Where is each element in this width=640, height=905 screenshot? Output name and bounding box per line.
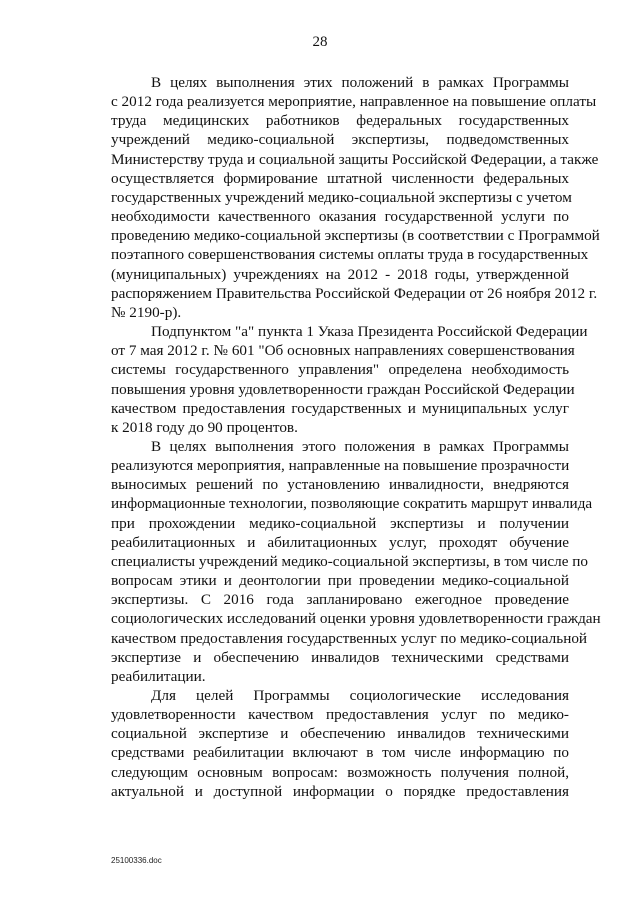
text-line: удовлетворенности качеством предоставления услуг по медико- [111, 706, 569, 724]
text-line: Министерству труда и социальной защиты Российской Федерации, а также [111, 150, 599, 168]
text-line: повышения уровня удовлетворенности граждан Российской Федерации [111, 380, 575, 398]
text-line: с 2012 года реализуется мероприятие, направленное на повышение оплаты [111, 93, 597, 111]
text-line: В целях выполнения этого положения в рамках Программы [151, 437, 569, 455]
text-line: реабилитации. [111, 667, 206, 685]
text-line: учреждений медико-социальной экспертизы, подведомственных [111, 131, 569, 149]
text-line: качеством предоставления государственных услуг по медико-социальной [111, 629, 588, 647]
page-number: 28 [312, 34, 328, 50]
text-line: поэтапного совершенствования системы оплаты труда в государственных [111, 246, 589, 264]
footer-file-name: 25100336.doc [111, 856, 162, 865]
text-line: проведению медико-социальной экспертизы (в соответствии с Программой [111, 227, 600, 245]
text-line: выносимых решений по установлению инвалидности, внедряются [111, 476, 569, 494]
text-line: следующим основным вопросам: возможность получения полной, [111, 763, 569, 781]
text-line: социальной экспертизе и обеспечению инвалидов техническими [111, 725, 569, 743]
text-line: реализуются мероприятия, направленные на повышение прозрачности [111, 457, 570, 475]
text-line: осуществляется формирование штатной численности федеральных [111, 169, 569, 187]
paragraph-4 [111, 686, 569, 801]
text-line: Для целей Программы социологические исследования [151, 687, 569, 704]
text-line: распоряжением Правительства Российской Федерации от 26 ноября 2012 г. [111, 284, 598, 302]
text-line: при прохождении медико-социальной экспертизы и получении [111, 514, 569, 532]
text-line: актуальной и доступной информации о порядке предоставления [111, 782, 569, 800]
paragraph-2 [111, 322, 588, 437]
text-line: № 2190-р). [111, 303, 182, 321]
text-line: экспертизы. С 2016 года запланировано ежегодное проведение [111, 591, 569, 609]
text-line: информационные технологии, позволяющие сократить маршрут инвалида [111, 495, 593, 513]
text-line: необходимости качественного оказания государственной услуги по [111, 208, 569, 226]
text-line: от 7 мая 2012 г. № 601 "Об основных направлениях совершенствования [111, 342, 575, 360]
text-line: качеством предоставления государственных и муниципальных услуг [111, 399, 569, 417]
text-line: к 2018 году до 90 процентов. [111, 418, 298, 436]
document-body [111, 73, 601, 801]
paragraph-1 [111, 73, 600, 322]
text-line: средствами реабилитации включают в том числе информацию по [111, 744, 569, 762]
text-line: (муниципальных) учреждениях на 2012 - 2018 годы, утвержденной [111, 265, 569, 283]
text-line: системы государственного управления" определена необходимость [111, 361, 569, 379]
paragraph-3 [111, 437, 601, 686]
text-line: Подпунктом "а" пункта 1 Указа Президента Российской Федерации [151, 323, 588, 341]
text-line: труда медицинских работников федеральных государственных [111, 112, 569, 130]
text-line: экспертизе и обеспечению инвалидов техническими средствами [111, 648, 569, 666]
text-line: В целях выполнения этих положений в рамках Программы [151, 74, 569, 91]
text-line: вопросам этики и деонтологии при проведении медико-социальной [111, 572, 569, 590]
text-line: государственных учреждений медико-социальной экспертизы с учетом [111, 188, 572, 206]
text-line: социологических исследований оценки уровня удовлетворенности граждан [111, 610, 601, 628]
text-line: реабилитационных и абилитационных услуг, проходят обучение [111, 533, 569, 551]
text-line: специалисты учреждений медико-социальной экспертизы, в том числе по [111, 552, 588, 570]
